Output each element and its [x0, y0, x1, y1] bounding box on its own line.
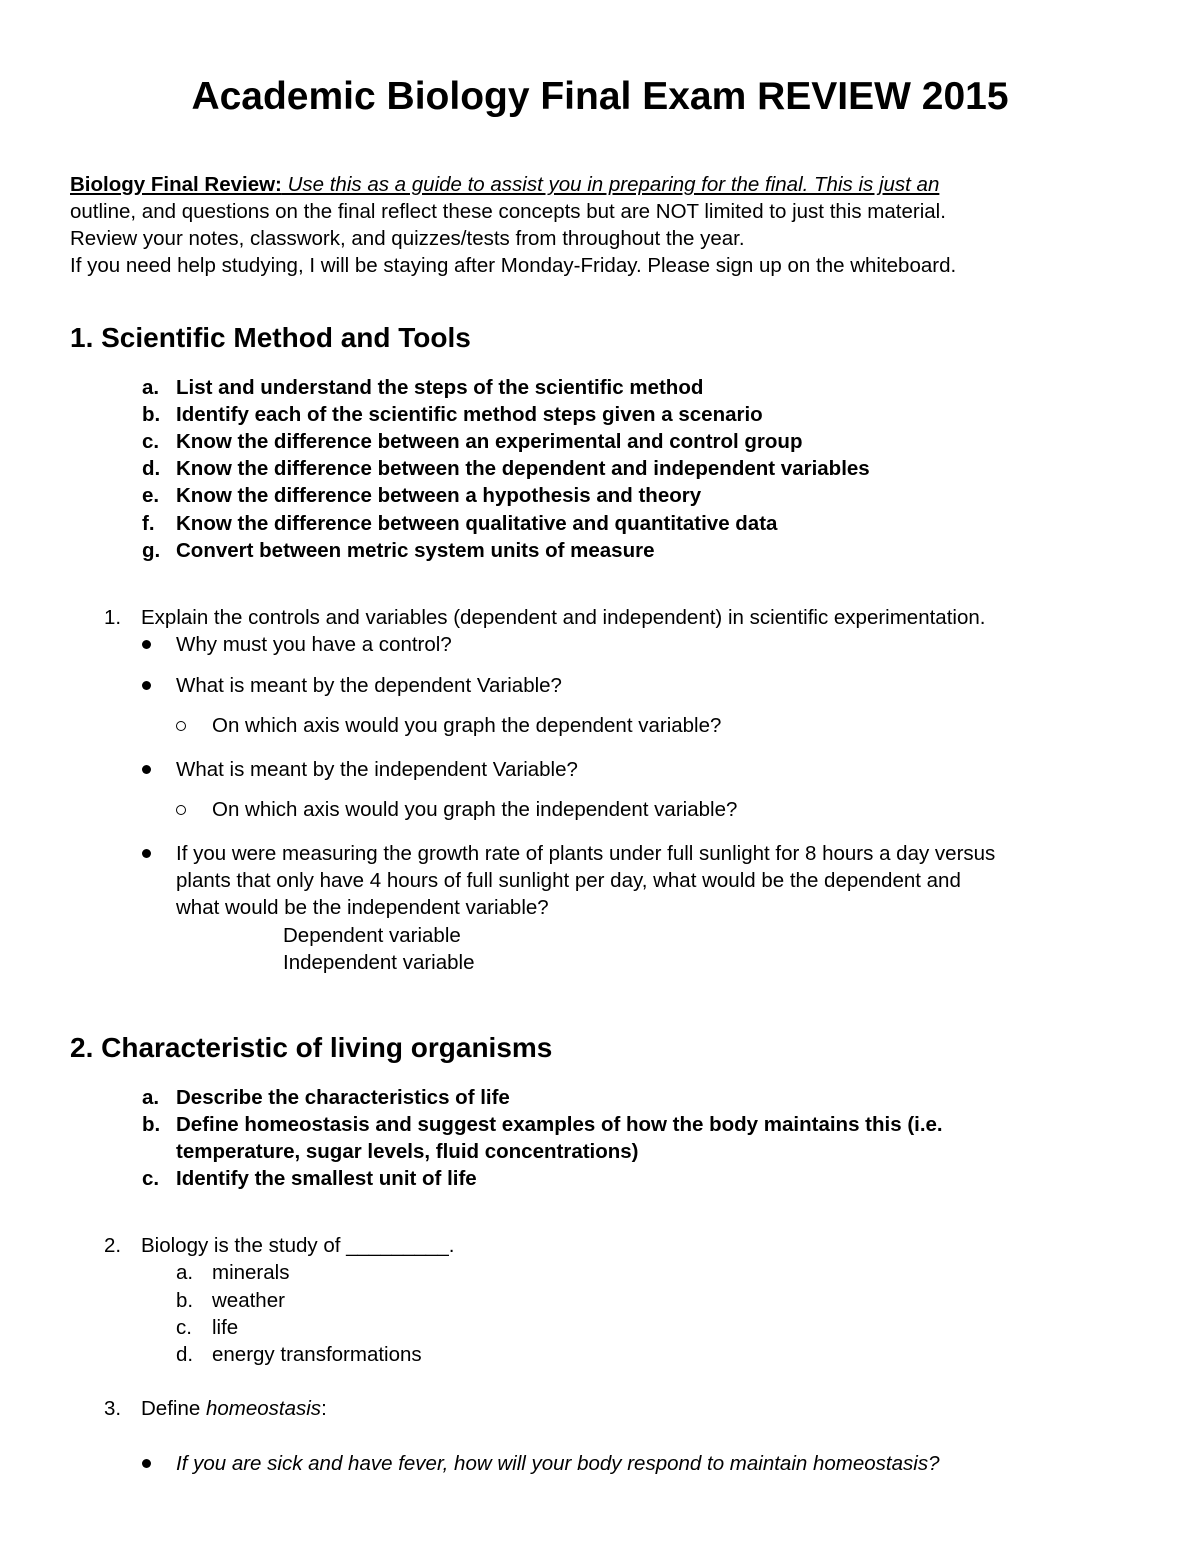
circle-bullet-icon — [176, 805, 186, 815]
bullet-icon — [142, 765, 151, 774]
objective-item: f. Know the difference between qualitative and quantitative data — [142, 512, 778, 535]
independent-variable-label: Independent variable — [283, 951, 475, 974]
bullet-item: If you were measuring the growth rate of plants under full sunlight for 8 hours a day versus — [0, 840, 1200, 867]
objective-continuation: temperature, sugar levels, fluid concentrations) — [176, 1140, 639, 1163]
objective-item: b. Identify each of the scientific method steps given a scenario — [142, 403, 763, 426]
bullet-item: What is meant by the independent Variable? — [0, 756, 1200, 783]
dependent-variable-label: Dependent variable — [283, 924, 461, 947]
answer-option: a. minerals — [176, 1261, 290, 1284]
objective-item: e. Know the difference between a hypothesis and theory — [142, 484, 702, 507]
answer-option: c. life — [176, 1316, 239, 1339]
objective-item: c. Identify the smallest unit of life — [142, 1167, 477, 1190]
bullet-item: Why must you have a control? — [0, 631, 1200, 658]
bullet-icon — [142, 681, 151, 690]
objective-item: d. Know the difference between the dependent and independent variables — [142, 457, 870, 480]
objective-item: c. Know the difference between an experimental and control group — [142, 430, 803, 453]
objective-item: a. List and understand the steps of the scientific method — [142, 376, 704, 399]
objective-item: a. Describe the characteristics of life — [142, 1086, 510, 1109]
circle-bullet-icon — [176, 721, 186, 731]
section-2-heading: 2. Characteristic of living organisms — [70, 1032, 553, 1063]
intro-line-3: Review your notes, classwork, and quizzes/tests from throughout the year. — [70, 227, 745, 250]
section-1-heading: 1. Scientific Method and Tools — [70, 322, 471, 353]
bullet-item: If you are sick and have fever, how will your body respond to maintain homeostasis? — [0, 1450, 1200, 1477]
intro-text-1: Use this as a guide to assist you in preparing for the final. This is just an — [281, 173, 940, 196]
intro-line-4: If you need help studying, I will be staying after Monday-Friday. Please sign up on the whiteboard. — [70, 254, 957, 277]
page-title: Academic Biology Final Exam REVIEW 2015 — [191, 75, 1009, 118]
bullet-icon — [142, 849, 151, 858]
question-1: 1. Explain the controls and variables (dependent and independent) in scientific experimentation. — [104, 606, 986, 629]
intro-label: Biology Final Review: — [70, 173, 282, 196]
intro-line-1 — [70, 171, 939, 198]
bullet-icon — [142, 640, 151, 649]
question-3: 3. Define homeostasis: — [104, 1397, 327, 1420]
objective-item: g. Convert between metric system units of measure — [142, 539, 655, 562]
bullet-icon — [142, 1459, 151, 1468]
bullet-item: What is meant by the dependent Variable? — [0, 672, 1200, 699]
bullet-continuation: plants that only have 4 hours of full sunlight per day, what would be the dependent and — [176, 869, 961, 892]
objective-item: b. Define homeostasis and suggest examples of how the body maintains this (i.e. — [142, 1113, 943, 1136]
sub-bullet-item: On which axis would you graph the dependent variable? — [0, 712, 1200, 739]
answer-option: b. weather — [176, 1289, 285, 1312]
answer-option: d. energy transformations — [176, 1343, 422, 1366]
sub-bullet-item: On which axis would you graph the independent variable? — [0, 796, 1200, 823]
bullet-continuation: what would be the independent variable? — [176, 896, 549, 919]
intro-line-2: outline, and questions on the final reflect these concepts but are NOT limited to just this material. — [70, 200, 946, 223]
question-2: 2. Biology is the study of _________. — [104, 1234, 455, 1257]
